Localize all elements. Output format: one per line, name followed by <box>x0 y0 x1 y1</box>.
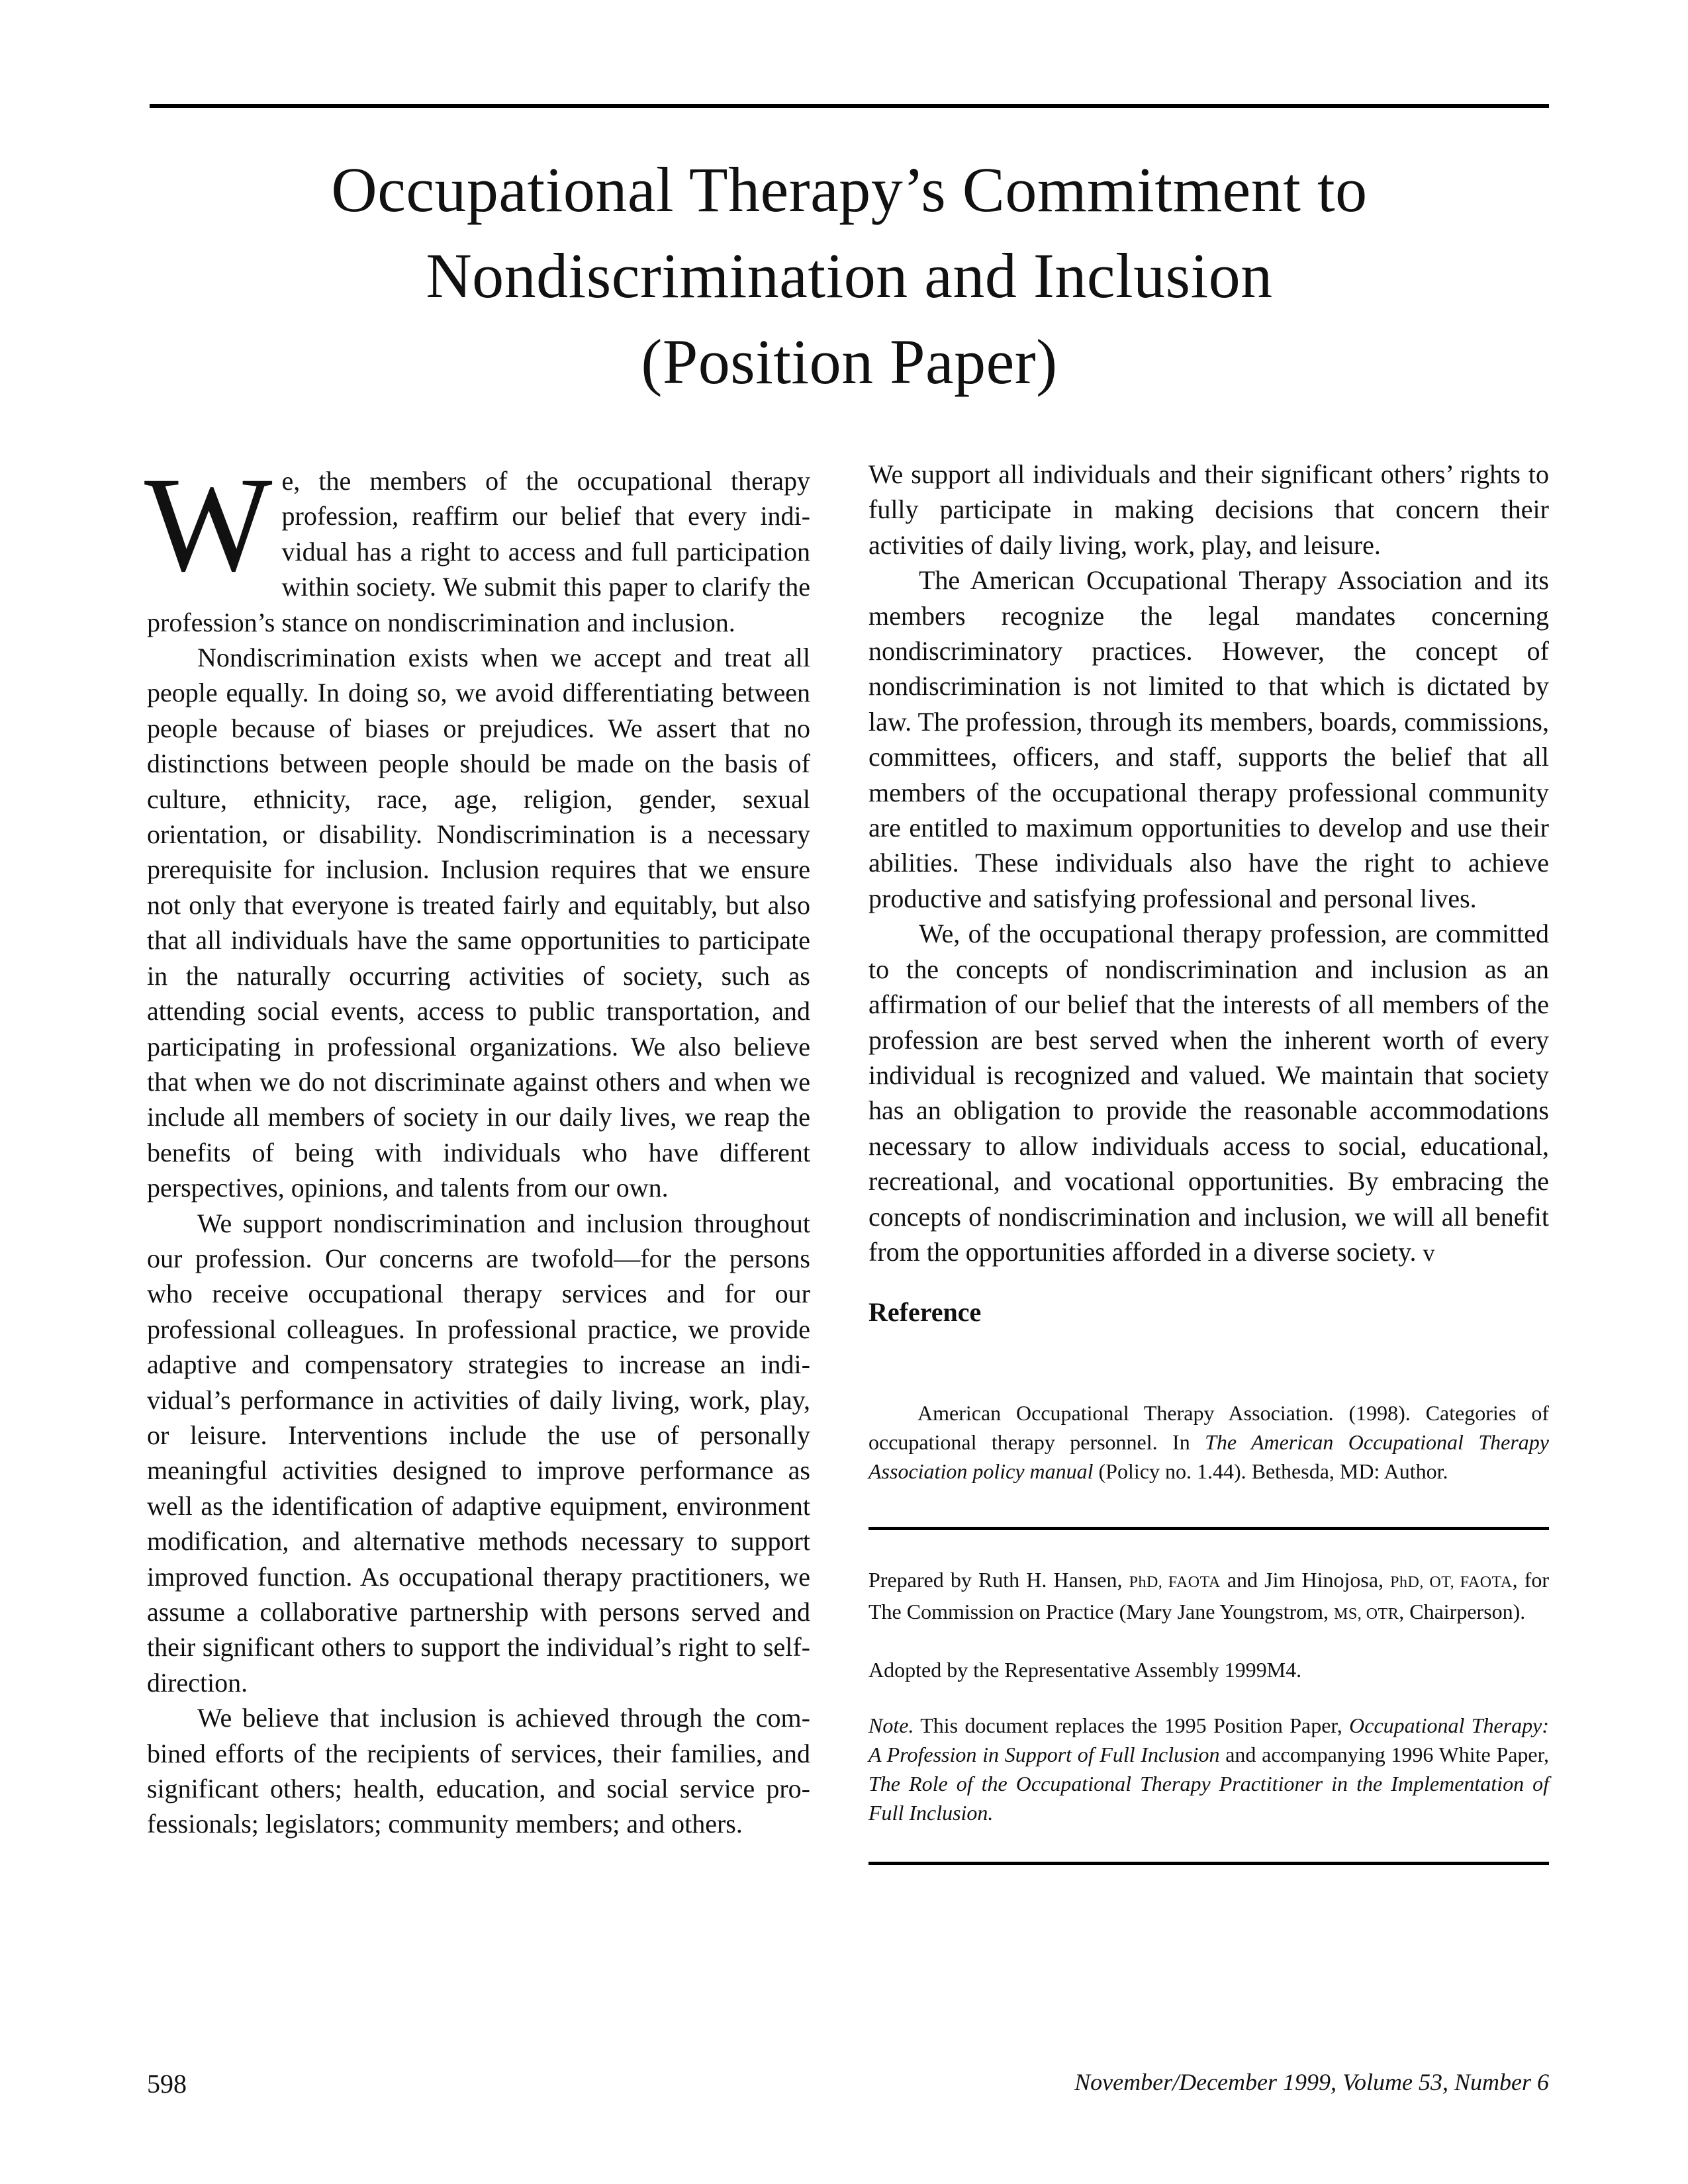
reference-heading: Reference <box>868 1297 982 1328</box>
credential: PhD, FAOTA <box>1129 1574 1221 1591</box>
reference-lead: American Occupational Therapy Association. (1998). Categories of occupational therapy personnel. In <box>868 1401 1549 1454</box>
left-column <box>144 449 810 1842</box>
page-title <box>150 147 1549 405</box>
body-paragraph: The American Occupational Therapy Association and its members recognize the legal mandates concerning nondiscriminatory practices. However, the concept of nondiscrimination is not limited to that which is dictated by law. The profession, through its members, boards, commissions, committees, officers, and staff, supports the belief that all members of the occupational therapy professional community are entitled to maximum opportunities to develop and use their abilities. These individuals also have the right to achieve productive and satisfying professional and personal lives. <box>868 565 1549 913</box>
note-label: Note. <box>868 1713 914 1737</box>
top-rule <box>150 104 1549 108</box>
prepared-by <box>868 1565 1549 1629</box>
issue-info: November/December 1999, Volume 53, Number 6 <box>1074 2069 1549 2095</box>
page-number: 598 <box>147 2069 187 2099</box>
credential: PhD, OT, FAOTA <box>1390 1574 1513 1591</box>
right-column <box>868 457 1549 1332</box>
reference-divider <box>868 1527 1549 1530</box>
title-line: Nondiscrimination and Inclusion <box>426 240 1273 311</box>
title-line: (Position Paper) <box>641 326 1058 397</box>
intro-text: e, the members of the occupational therapy profession, reaffirm our belief that every individual has a right to access and full participation within society. We submit this paper to clarify the profession’s stance on nondiscrimination and inclusion. <box>147 466 810 637</box>
adopted-statement: Adopted by the Representative Assembly 1999M4. <box>868 1658 1302 1682</box>
body-paragraph: We believe that inclusion is achieved through the combined efforts of the recipients of services, their families, and significant others; health, education, and social service professionals; legislators; community members; and others. <box>147 1703 810 1839</box>
note-text: and accompanying 1996 White Paper, <box>1219 1743 1550 1766</box>
note-title: Occupational Therapy: A Profession in Support of Full Inclusion <box>868 1713 1550 1766</box>
body-paragraph: We support nondiscrimination and inclusion throughout our profession. Our concerns are twofold—for the persons who receive occupational therapy services and for our professional colleagues. In professional practice, we provide adaptive and compensatory strategies to increase an individual’s performance in activities of daily living, work, play, or leisure. Interventions include the use of personally meaningful activities designed to improve performance as well as the identification of adaptive equipment, environment modification, and alternative methods necessary to support improved function. As occupational therapy practitioners, we assume a collaborative partnership with persons served and their significant others to support the individual’s right to self-direction. <box>147 1208 810 1698</box>
intro-paragraph <box>144 449 810 640</box>
reference-list <box>868 1398 1549 1486</box>
body-paragraph-text: We, of the occupational therapy profession, are committed to the concepts of nondiscrimination and inclusion as an affirmation of our belief that the interests of all members of the profession are best served when the inherent worth of every individual is recognized and valued. We maintain that society has an obligation to provide the reasonable accommodations necessary to allow individuals access to social, educational, recreational, and vocational opportunities. By embracing the concepts of nondiscrimination and inclusion, we will all benefit from the opportunities afforded in a diverse society. <box>868 919 1549 1267</box>
title-line: Occupational Therapy’s Commitment to <box>331 154 1368 225</box>
body-paragraph: Nondiscrimination exists when we accept and treat all people equally. In doing so, we avoid differentiating between people because of biases or prejudices. We assert that no distinctions between people should be made on the basis of culture, ethnicity, race, age, religion, gender, sexual orientation, or disability. Nondiscrimination is a necessary prerequisite for inclusion. Inclusion requires that we ensure not only that everyone is treated fairly and equitably, but also that all individuals have the same opportunities to participate in the naturally occurring activities of society, such as attending social events, access to public transportation, and participating in professional organizations. We also believe that when we do not discriminate against others and when we include all members of society in our daily lives, we reap the benefits of being with individuals who have different perspectives, opinions, and talents from our own. <box>147 643 810 1203</box>
prepared-text: , Chairperson). <box>1399 1600 1526 1623</box>
credits-block <box>868 1565 1549 1854</box>
body-paragraph <box>868 916 1549 1271</box>
reference-entry <box>868 1398 1549 1486</box>
body-paragraph: We support all individuals and their significant others’ rights to fully participate in making decisions that concern their activities of daily living, work, play, and leisure. <box>868 459 1549 560</box>
prepared-text: and Jim Hinojosa, <box>1220 1568 1391 1592</box>
note-text: This document replaces the 1995 Position Paper, <box>914 1713 1350 1737</box>
prepared-text: Prepared by Ruth H. Hansen, <box>868 1568 1129 1592</box>
drop-cap: W <box>144 449 273 600</box>
bottom-divider <box>868 1862 1549 1865</box>
note <box>868 1711 1549 1827</box>
end-of-article-mark: v <box>1423 1239 1435 1266</box>
reference-title: The American Occupational Therapy Association policy manual <box>868 1430 1550 1483</box>
credential: MS, OTR <box>1334 1606 1399 1623</box>
note-title: The Role of the Occupational Therapy Practitioner in the Implementation of Full Inclusion. <box>868 1772 1549 1825</box>
reference-tail: (Policy no. 1.44). Bethesda, MD: Author. <box>1093 1459 1448 1483</box>
prepared-text: , for The Commission on Practice (Mary Jane Youngstrom, <box>868 1568 1550 1623</box>
